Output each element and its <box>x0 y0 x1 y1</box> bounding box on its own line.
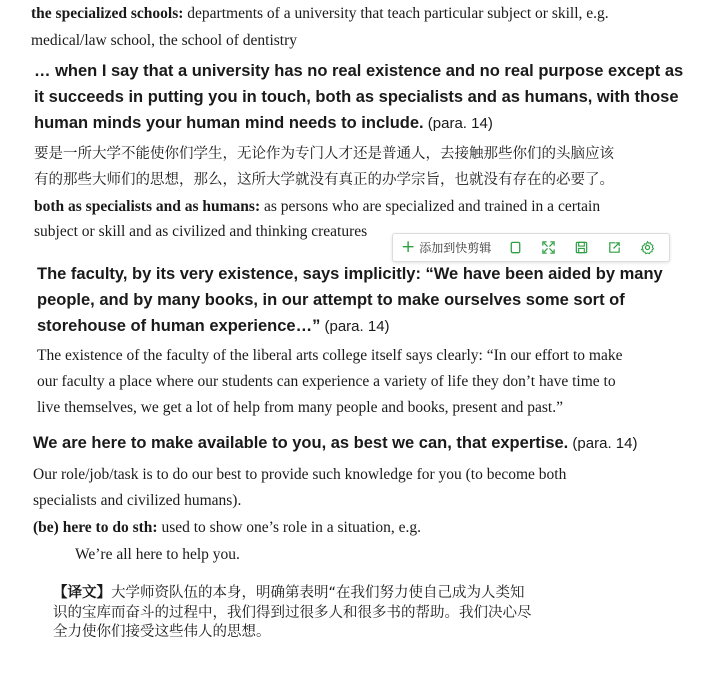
definition-text: as persons who are specialized and trained in a certain <box>260 198 601 215</box>
quote-line <box>34 113 493 134</box>
definition-text: used to show one’s role in a situation, e.g. <box>157 519 422 536</box>
translation-line: 识的宝库而奋斗的过程中，我们得到过很多人和很多书的帮助。我们决心尽 <box>53 605 532 621</box>
chinese-explanation-line: 有的那些大师们的思想，那么，这所大学就没有真正的办学宗旨，也就没有存在的必要了。 <box>34 172 614 188</box>
add-to-clip-label: 添加到快剪辑 <box>419 241 492 255</box>
definition-here-to-do <box>33 518 421 538</box>
quote-line <box>37 316 390 337</box>
translation-text: 大学师资队伍的本身，明确第表明“在我们努力使自己成为人类知 <box>111 585 525 601</box>
explanation-line: specialists and civilized humans). <box>33 492 242 509</box>
explanation-line: Our role/job/task is to do our best to provide such knowledge for you (to become both <box>33 466 567 483</box>
copy-icon[interactable] <box>499 234 532 261</box>
settings-icon[interactable] <box>631 234 664 261</box>
save-icon[interactable] <box>565 234 598 261</box>
quote-line: … when I say that a university has no real existence and no real purpose except as <box>34 62 684 80</box>
quote-text: We are here to make available to you, as best we can, that expertise. <box>33 434 569 452</box>
definition-term: both as specialists and as humans: <box>34 198 261 215</box>
definition-specialists-humans <box>34 197 600 217</box>
translation-line: 全力使你们接受这些伟人的思想。 <box>53 624 271 640</box>
definition-text-line2: subject or skill and as civilized and thinking creatures <box>34 223 368 240</box>
plus-icon: + <box>401 237 416 257</box>
add-to-clip-button[interactable] <box>393 234 499 261</box>
paragraph-reference: (para. 14) <box>568 435 638 452</box>
share-icon[interactable] <box>598 234 631 261</box>
quote-line <box>33 433 637 454</box>
paragraph-reference: (para. 14) <box>320 318 390 335</box>
definition-term: the specialized schools: <box>31 5 184 22</box>
definition-text: departments of a university that teach particular subject or skill, e.g. <box>183 5 609 22</box>
quote-text: storehouse of human experience…” <box>37 317 321 335</box>
quote-line: The faculty, by its very existence, says implicitly: “We have been aided by many <box>37 265 663 283</box>
translation-line <box>53 583 525 604</box>
fullscreen-icon[interactable] <box>532 234 565 261</box>
definition-specialized-schools <box>31 4 609 24</box>
explanation-line: live themselves, we get a lot of help from many people and books, present and past.” <box>37 399 563 416</box>
paragraph-reference: (para. 14) <box>423 115 493 132</box>
chinese-explanation-line: 要是一所大学不能使你们学生，无论作为专门人才还是普通人，去接触那些你们的头脑应该 <box>34 146 614 162</box>
definition-term: (be) here to do sth: <box>33 519 158 536</box>
quote-line: people, and by many books, in our attempt to make ourselves some sort of <box>37 291 625 309</box>
quote-text: human minds your human mind needs to include. <box>34 114 424 132</box>
definition-text-line2: medical/law school, the school of dentistry <box>31 32 298 49</box>
example-sentence: We’re all here to help you. <box>75 546 240 563</box>
quote-line: it succeeds in putting you in touch, both as specialists and as humans, with those <box>34 88 679 106</box>
explanation-line: our faculty a place where our students can experience a variety of life they don’t have time to <box>37 373 616 390</box>
explanation-line: The existence of the faculty of the liberal arts college itself says clearly: “In our effort to make <box>37 347 623 364</box>
clip-toolbar <box>392 233 670 262</box>
translation-tag: 【译文】 <box>53 585 111 601</box>
